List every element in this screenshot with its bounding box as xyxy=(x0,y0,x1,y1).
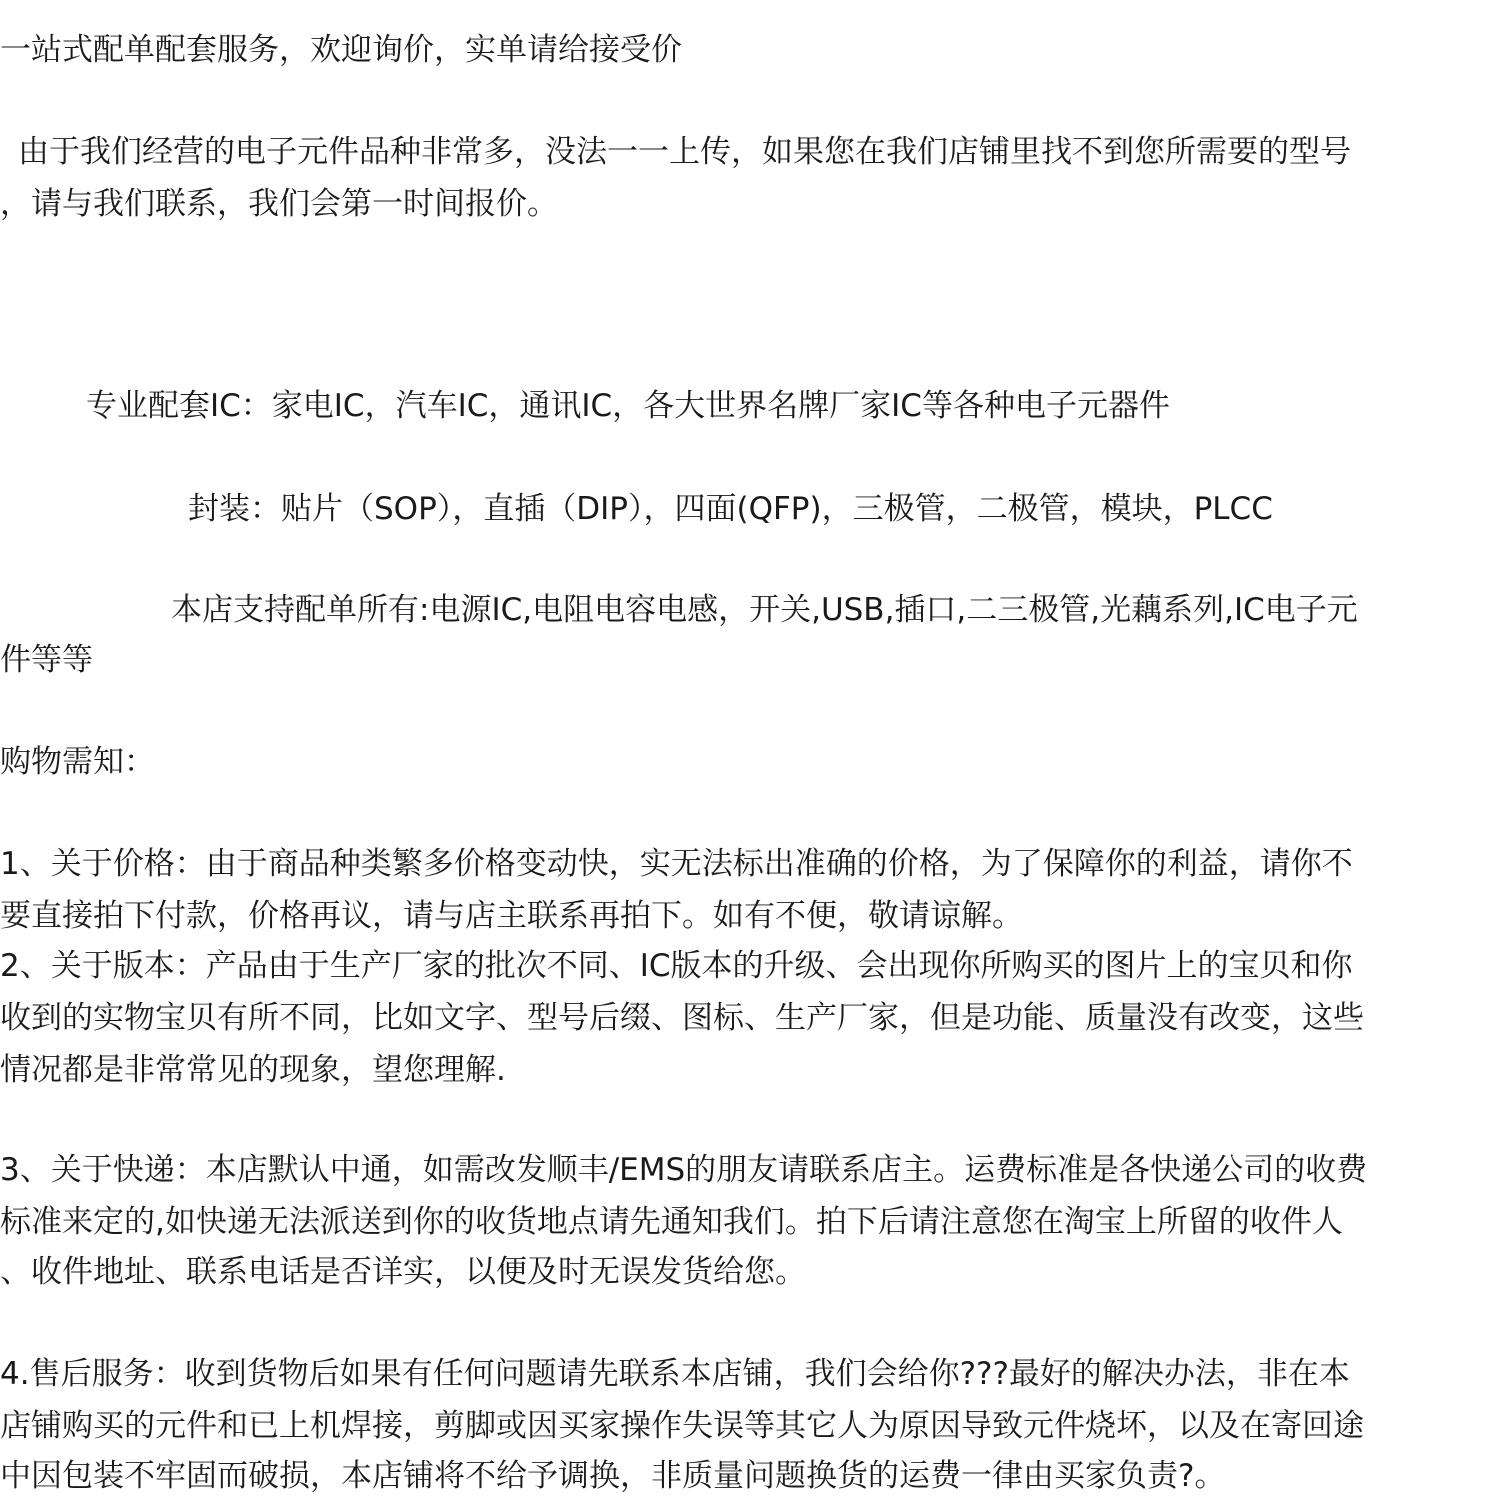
text-line-shipping-1: 3、关于快递：本店默认中通，如需改发顺丰/EMS的朋友请联系店主。运费标准是各快递公司的收费 xyxy=(0,1152,1368,1188)
section-heading-notice: 购物需知： xyxy=(0,744,155,780)
text-line-price-2: 要直接拍下付款，价格再议，请与店主联系再拍下。如有不便，敬请谅解。 xyxy=(0,898,1023,934)
text-line-version-3: 情况都是非常常见的现象，望您理解. xyxy=(0,1052,506,1088)
text-line-aftersales-2: 店铺购买的元件和已上机焊接，剪脚或因买家操作失误等其它人为原因导致元件烧坏，以及在寄回途 xyxy=(0,1408,1364,1444)
text-line-supported-items: 本店支持配单所有:电源IC,电阻电容电感，开关,USB,插口,二三极管,光藕系列,IC电子元 xyxy=(171,592,1358,628)
text-line-aftersales-3: 中因包装不牢固而破损，本店铺将不给予调换，非质量问题换货的运费一律由买家负责?。 xyxy=(0,1458,1226,1494)
text-line-packages: 封装：贴片（SOP），直插（DIP），四面(QFP)，三极管，二极管，模块，PLCC xyxy=(188,491,1273,527)
text-line-notice: 由于我们经营的电子元件品种非常多，没法一一上传，如果您在我们店铺里找不到您所需要的型号 xyxy=(18,134,1351,170)
text-line-aftersales-1: 4.售后服务：收到货物后如果有任何问题请先联系本店铺，我们会给你???最好的解决办法，非在本 xyxy=(0,1356,1350,1392)
text-line-version-2: 收到的实物宝贝有所不同，比如文字、型号后缀、图标、生产厂家，但是功能、质量没有改变，这些 xyxy=(0,1000,1364,1036)
text-line-version-1: 2、关于版本：产品由于生产厂家的批次不同、IC版本的升级、会出现你所购买的图片上的宝贝和你 xyxy=(0,948,1353,984)
text-line-supported-cont: 件等等 xyxy=(0,642,93,678)
text-line-price-1: 1、关于价格：由于商品种类繁多价格变动快，实无法标出准确的价格，为了保障你的利益，请你不 xyxy=(0,846,1353,882)
text-line-shipping-3: 、收件地址、联系电话是否详实，以便及时无误发货给您。 xyxy=(0,1254,806,1290)
text-line-intro: 一站式配单配套服务，欢迎询价，实单请给接受价 xyxy=(0,32,682,68)
text-line-shipping-2: 标准来定的,如快递无法派送到你的收货地点请先通知我们。拍下后请注意您在淘宝上所留的收件人 xyxy=(0,1204,1343,1240)
text-line-notice-cont: ，请与我们联系，我们会第一时间报价。 xyxy=(0,186,558,222)
text-line-ic-categories: 专业配套IC：家电IC，汽车IC，通讯IC，各大世界名牌厂家IC等各种电子元器件 xyxy=(86,388,1170,424)
